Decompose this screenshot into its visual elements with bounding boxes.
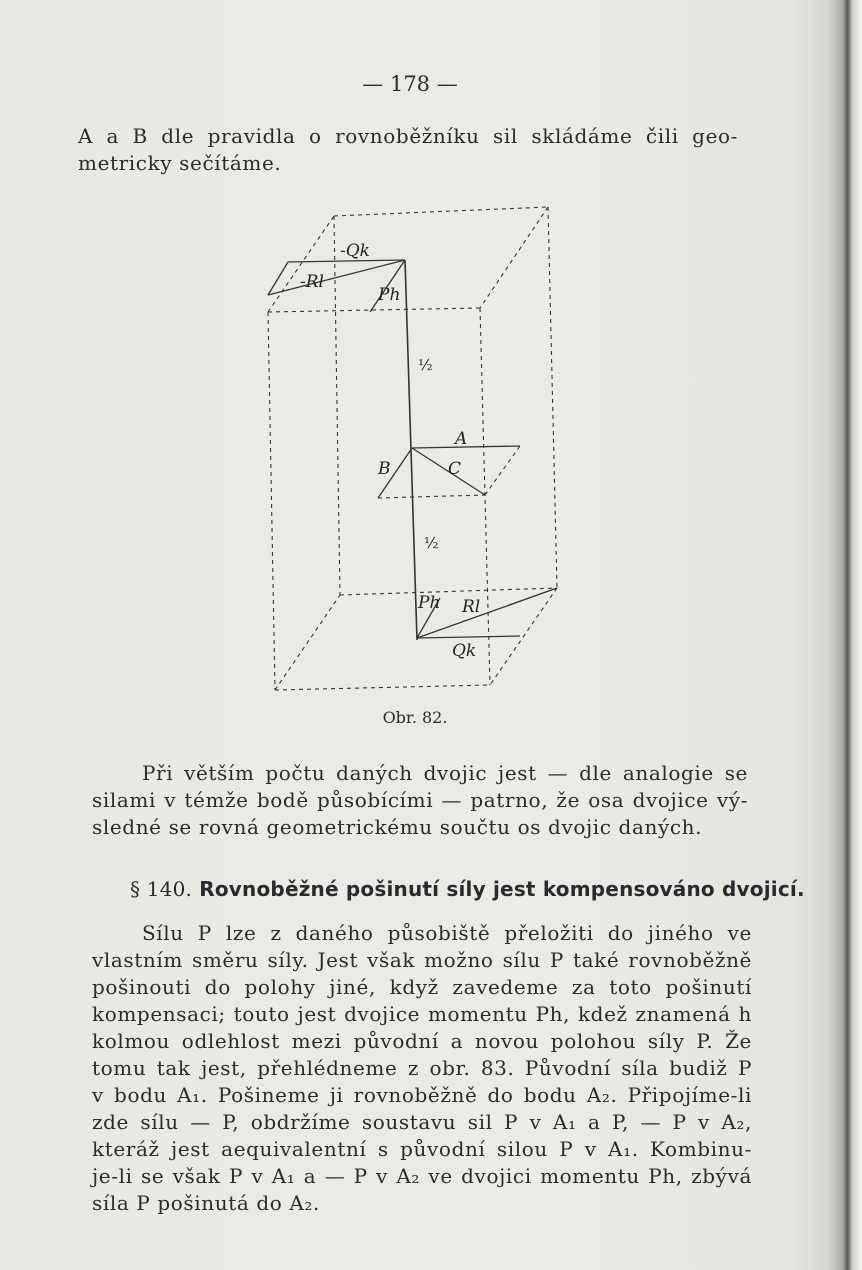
text-line: Při větším počtu daných dvojic jest — dle analogie se	[142, 761, 748, 785]
label-rl-bottom: Rl	[462, 597, 481, 617]
section-number: § 140.	[130, 877, 193, 901]
text-line: vlastním směru síly. Jest však možno sílu P také rovnoběžně	[92, 948, 752, 972]
label-half-bottom: ½	[424, 534, 439, 552]
text-line: metricky sečítáme.	[78, 151, 282, 175]
text-line: sledné se rovná geometrickému součtu os dvojic daných.	[92, 815, 703, 839]
text-line: silami v témže bodě působícími — patrno, že osa dvojice vý-	[92, 788, 748, 812]
text-line: pošinouti do polohy jiné, když zavedeme za toto pošinutí	[92, 975, 752, 999]
label-ph-top: Ph	[378, 285, 401, 305]
figure-caption: Obr. 82.	[382, 708, 448, 727]
text-line: kolmou odlehlost mezi původní a novou polohou síly P. Že	[92, 1029, 752, 1053]
label-qk-bottom: Qk	[452, 641, 477, 661]
label-B: B	[378, 459, 391, 479]
paragraph-shift	[92, 920, 752, 1217]
label-ph-bottom: Ph	[418, 593, 441, 613]
text-line: kompensaci; touto jest dvojice momentu Ph, kdež znamená h	[92, 1002, 752, 1026]
text-line: zde sílu — P, obdržíme soustavu sil P v A₁ a P, — P v A₂,	[92, 1110, 752, 1134]
text-line: je-li se však P v A₁ a — P v A₂ ve dvojici momentu Ph, zbývá	[92, 1164, 752, 1188]
label-rl-top: -Rl	[300, 272, 324, 292]
section-heading	[130, 877, 805, 901]
section-title: Rovnoběžné pošinutí síly jest kompensováno dvojicí.	[199, 877, 805, 901]
label-half-top: ½	[418, 356, 433, 374]
label-C: C	[448, 459, 462, 479]
text-line: Sílu P lze z daného působiště přeložiti do jiného ve	[142, 921, 752, 945]
text-line: A a B dle pravidla o rovnoběžníku sil skládáme čili geo-	[78, 124, 738, 148]
label-A: A	[455, 429, 468, 449]
text-line: síla P pošinutá do A₂.	[92, 1191, 320, 1215]
text-line: v bodu A₁. Pošineme ji rovnoběžně do bodu A₂. Připojíme-li	[92, 1083, 752, 1107]
page-number: — 178 —	[362, 72, 458, 96]
text-line: tomu tak jest, přehlédneme z obr. 83. Původní síla budiž P	[92, 1056, 752, 1080]
paragraph-couples	[92, 760, 748, 841]
text-line: kteráž jest aequivalentní s původní silou P v A₁. Kombinu-	[92, 1137, 752, 1161]
label-qk-top: -Qk	[340, 241, 370, 261]
